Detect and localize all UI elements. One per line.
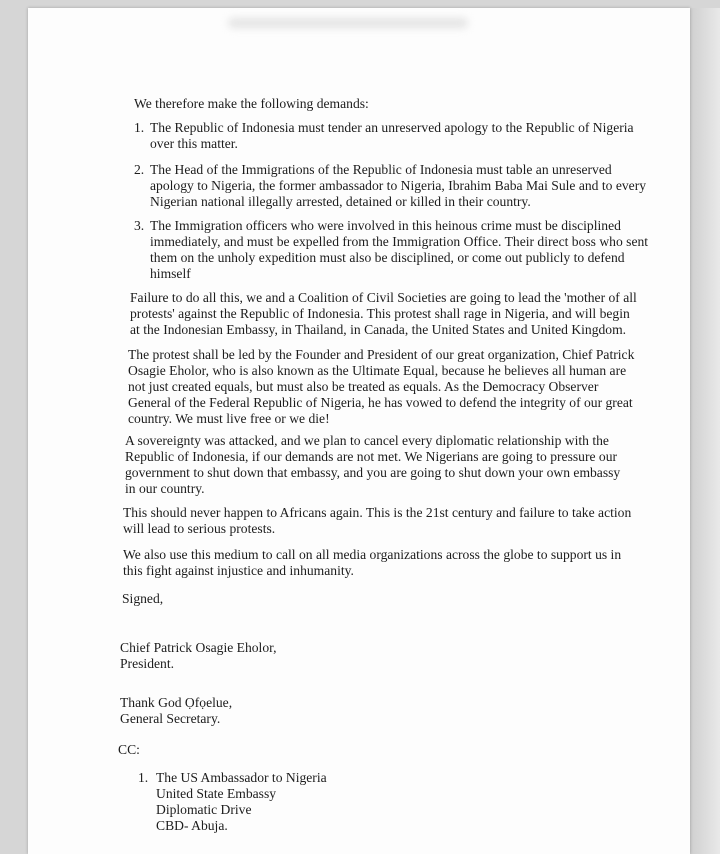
demand-item xyxy=(134,218,654,282)
paragraph-line: protests' against the Republic of Indonesia. This protest shall rage in Nigeria, and will begin xyxy=(130,306,630,321)
demand-line: The Head of the Immigrations of the Republic of Indonesia must table an unreserved xyxy=(150,162,612,177)
paragraph-media-call xyxy=(123,547,639,579)
cc-line: CBD- Abuja. xyxy=(156,818,228,833)
cc-line: United State Embassy xyxy=(156,786,277,801)
paragraph-line: A sovereignty was attacked, and we plan to cancel every diplomatic relationship with the xyxy=(125,433,609,448)
signatory-name: Chief Patrick Osagie Eholor, xyxy=(120,640,277,655)
signatory-secretary xyxy=(120,695,232,727)
signed-label: Signed, xyxy=(122,591,164,606)
paragraph-line: not just created equals, but must also be treated as equals. As the Democracy Observer xyxy=(128,379,599,394)
paragraph-line: at the Indonesian Embassy, in Thailand, in Canada, the United States and United Kingdom. xyxy=(130,322,627,337)
paragraph-line: We also use this medium to call on all media organizations across the globe to support us in xyxy=(123,547,622,562)
paragraph-line: Osagie Eholor, who is also known as the Ultimate Equal, because he believes all human are xyxy=(128,363,627,378)
demand-line: The Republic of Indonesia must tender an unreserved apology to the Republic of Nigeria xyxy=(150,120,634,135)
paragraph-never-again xyxy=(123,505,639,537)
paragraph-line: this fight against injustice and inhumanity. xyxy=(123,563,354,578)
signatory-title: President. xyxy=(120,656,174,671)
signatory-president xyxy=(120,640,277,672)
cc-label: CC: xyxy=(118,742,140,757)
demand-number: 2. xyxy=(134,162,145,177)
paragraph-failure xyxy=(130,290,646,338)
paragraph-line: will lead to serious protests. xyxy=(123,521,276,536)
paragraph-line: Republic of Indonesia, if our demands are not met. We Nigerians are going to pressure our xyxy=(125,449,618,464)
demand-line: apology to Nigeria, the former ambassador to Nigeria, Ibrahim Baba Mai Sule and to every xyxy=(150,178,647,193)
scan-smudge xyxy=(228,18,468,28)
paragraph-protest-leader xyxy=(128,347,644,427)
demand-item xyxy=(134,120,654,152)
cc-line: Diplomatic Drive xyxy=(156,802,252,817)
paragraph-line: Failure to do all this, we and a Coalition of Civil Societies are going to lead the 'mother of all xyxy=(130,290,637,305)
signatory-title: General Secretary. xyxy=(120,711,221,726)
cc-line: The US Ambassador to Nigeria xyxy=(156,770,327,785)
demand-number: 1. xyxy=(134,120,145,135)
demand-line: The Immigration officers who were involved in this heinous crime must be disciplined xyxy=(150,218,621,233)
paragraph-line: This should never happen to Africans again. This is the 21st century and failure to take action xyxy=(123,505,632,520)
paragraph-line: in our country. xyxy=(125,481,205,496)
signatory-name: Thank God Ọfọelue, xyxy=(120,695,233,710)
demand-item xyxy=(134,162,654,210)
demands-intro: We therefore make the following demands: xyxy=(134,96,369,111)
scan-edge xyxy=(690,8,720,854)
demand-line: himself xyxy=(150,266,191,281)
paragraph-line: The protest shall be led by the Founder and President of our great organization, Chief Patrick xyxy=(128,347,635,362)
cc-item xyxy=(138,770,327,834)
demand-number: 3. xyxy=(134,218,145,233)
paragraph-line: country. We must live free or we die! xyxy=(128,411,330,426)
demand-line: Nigerian national illegally arrested, detained or killed in their country. xyxy=(150,194,531,209)
demand-line: over this matter. xyxy=(150,136,238,151)
demand-line: them on the unholy expedition must also be disciplined, or come out publicly to defend xyxy=(150,250,625,265)
paragraph-line: government to shut down that embassy, and you are going to shut down your own embassy xyxy=(125,465,621,480)
paragraph-line: General of the Federal Republic of Nigeria, he has vowed to defend the integrity of our great xyxy=(128,395,633,410)
demand-line: immediately, and must be expelled from the Immigration Office. Their direct boss who sent xyxy=(150,234,649,249)
cc-number: 1. xyxy=(138,770,149,785)
paragraph-sovereignty xyxy=(125,433,641,497)
